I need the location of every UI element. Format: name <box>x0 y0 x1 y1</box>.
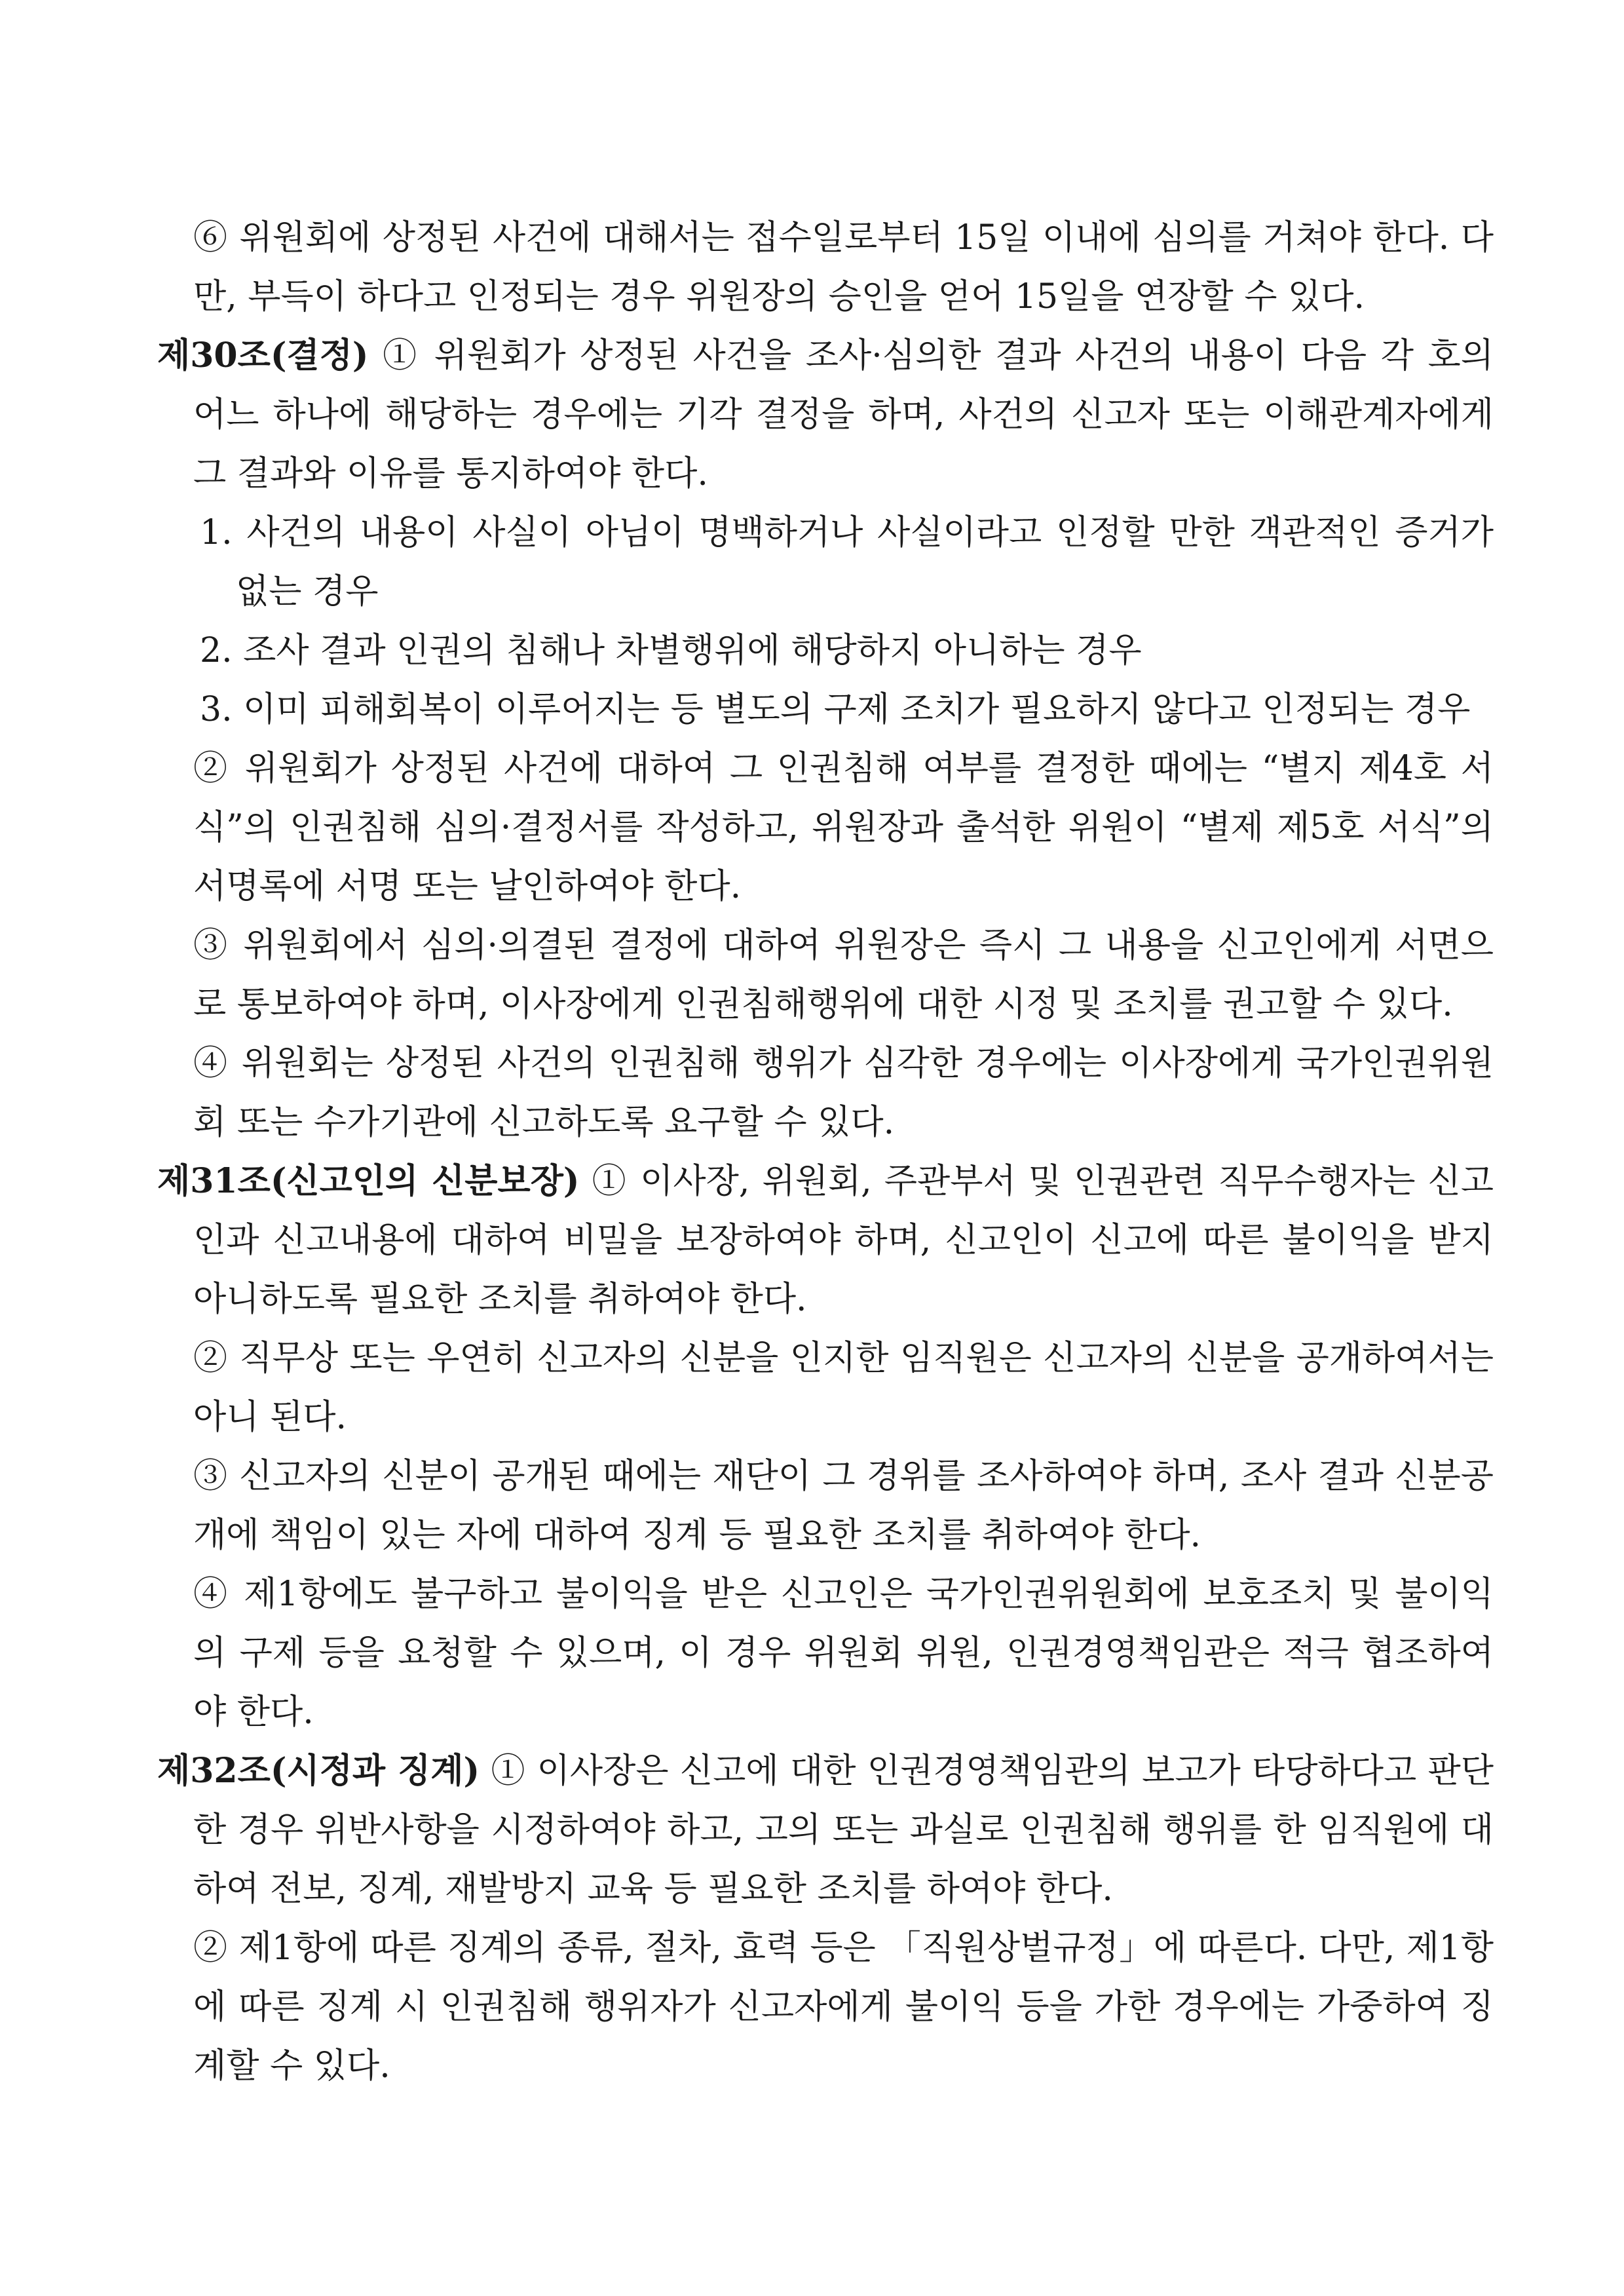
article-32-paragraph-2: ② 제1항에 따른 징계의 종류, 절차, 효력 등은 「직원상벌규정」에 따른다. 다만, 제1항에 따른 징계 시 인권침해 행위자가 신고자에게 불이익 등을 가한 경우에는 가중하여 징계할 수 있다. <box>193 1928 1494 2086</box>
article-30-item-3: 3. 이미 피해회복이 이루어지는 등 별도의 구제 조치가 필요하지 않다고 인정되는 경우 <box>200 690 1471 729</box>
article-31-paragraph-2: ② 직무상 또는 우연히 신고자의 신분을 인지한 임직원은 신고자의 신분을 공개하여서는 아니 된다. <box>193 1339 1494 1437</box>
article-30-paragraph-3: ③ 위원회에서 심의·의결된 결정에 대하여 위원장은 즉시 그 내용을 신고인에게 서면으로 통보하여야 하며, 이사장에게 인권침해행위에 대한 시정 및 조치를 권고할 수 있다. <box>193 926 1494 1024</box>
article-31-paragraph-1: ① 이사장, 위원회, 주관부서 및 인권관련 직무수행자는 신고인과 신고내용에 대하여 비밀을 보장하여야 하며, 신고인이 신고에 따른 불이익을 받지 아니하도록 필요한 조치를 취하여야 한다. <box>193 1162 1494 1319</box>
article-31-paragraph-4: ④ 제1항에도 불구하고 불이익을 받은 신고인은 국가인권위원회에 보호조치 및 불이익의 구제 등을 요청할 수 있으며, 이 경우 위원회 위원, 인권경영책임관은 적극 협조하여야 한다. <box>193 1575 1494 1732</box>
article-29-paragraph-6: ⑥ 위원회에 상정된 사건에 대해서는 접수일로부터 15일 이내에 심의를 거쳐야 한다. 다만, 부득이 하다고 인정되는 경우 위원장의 승인을 얻어 15일을 연장할 수 있다. <box>193 218 1494 316</box>
article-30-paragraph-2: ② 위원회가 상정된 사건에 대하여 그 인권침해 여부를 결정한 때에는 “별지 제4호 서식”의 인권침해 심의·결정서를 작성하고, 위원장과 출석한 위원이 “별제 제5호 서식”의 서명록에 서명 또는 날인하여야 한다. <box>193 749 1494 906</box>
article-31-paragraph-3: ③ 신고자의 신분이 공개된 때에는 재단이 그 경위를 조사하여야 하며, 조사 결과 신분공개에 책임이 있는 자에 대하여 징계 등 필요한 조치를 취하여야 한다. <box>193 1457 1494 1555</box>
article-32 <box>157 1742 1494 1919</box>
article-30 <box>157 326 1494 503</box>
article-30-item-2: 2. 조사 결과 인권의 침해나 차별행위에 해당하지 아니하는 경우 <box>200 631 1142 670</box>
article-30-heading: 제30조(결정) <box>157 335 369 375</box>
article-30-item-1: 1. 사건의 내용이 사실이 아님이 명백하거나 사실이라고 인정할 만한 객관적인 증거가 없는 경우 <box>200 513 1494 611</box>
article-32-heading: 제32조(시정과 징계) <box>157 1751 480 1791</box>
article-30-paragraph-4: ④ 위원회는 상정된 사건의 인권침해 행위가 심각한 경우에는 이사장에게 국가인권위원회 또는 수가기관에 신고하도록 요구할 수 있다. <box>193 1044 1494 1142</box>
article-31 <box>157 1152 1494 1329</box>
article-30-paragraph-1: ① 위원회가 상정된 사건을 조사·심의한 결과 사건의 내용이 다음 각 호의 어느 하나에 해당하는 경우에는 기각 결정을 하며, 사건의 신고자 또는 이해관계자에게 그 결과와 이유를 통지하여야 한다. <box>193 336 1494 493</box>
article-31-heading: 제31조(신고인의 신분보장) <box>157 1161 580 1201</box>
article-32-paragraph-1: ① 이사장은 신고에 대한 인권경영책임관의 보고가 타당하다고 판단한 경우 위반사항을 시정하여야 하고, 고의 또는 과실로 인권침해 행위를 한 임직원에 대하여 전보, 징계, 재발방지 교육 등 필요한 조치를 하여야 한다. <box>193 1751 1494 1909</box>
document-body <box>157 208 1494 2095</box>
